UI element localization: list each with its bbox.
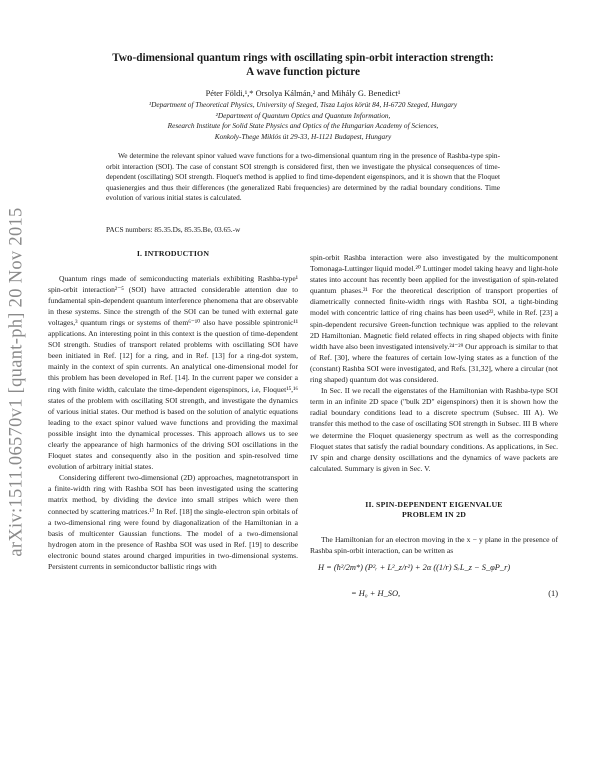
- section-2-paragraph-1: The Hamiltonian for an electron moving in the x − y plane in the presence of Rashba spin-orbit interaction, can be written as: [310, 535, 558, 556]
- intro-paragraph-1: Quantum rings made of semiconducting materials exhibiting Rashba-type¹ spin-orbit interaction²⁻⁵ (SOI) have attracted considerable attention due to fundamental spin-dependent quantum interference phenomena that are observable in these systems. Since the strength of the SOI can be tuned with external gate voltages,³ quantum rings or systems of them⁶⁻¹⁰ also have possible spintronic¹¹ applications. An interesting point in this context is the question of time-dependent SOI strength. Studies of transport related problems with oscillating SOI have been initiated in Ref. [12] for a ring, and in Ref. [13] for a ring-dot system, mainly in the context of spin currents. An analytical one-dimensional model for this problem has been developed in Ref. [14]. In the current paper we consider a ring with finite width, calculate the time-dependent eigenspinors, i.e, Floquet¹⁵,¹⁶ states of the problem with oscillating SOI strength, and investigate the dynamics of various initial states. Our method is based on the solution of analytic equations leading to the exact spinor valued wave functions and providing the maximal possible insight into the dynamical processes. This approach allows us to see clearly the appearance of high harmonics of the driving SOI oscillations in the Floquet states and consequently also in the position and spin-resolved time evolution of arbitrary initial states.: [48, 273, 298, 472]
- affiliation-1: ¹Department of Theoretical Physics, University of Szeged, Tisza Lajos körút 84, H-6720 Szeged, Hungary: [148, 100, 458, 109]
- intro-paragraph-2: Considering different two-dimensional (2D) approaches, magnetotransport in a finite-width ring with Rashba SOI has been investigated using the scattering matrix method, by dividing the device into small stripes which were then connected by scattering matrices.¹⁷ In Ref. [18] the single-electron spin orbitals of a two-dimensional ring were found by diagonalization of the Hamiltonian in a basis of multicenter Gaussian functions. The model of a two-dimensional hydrogen atom in the presence of Rashba SOI was used in Ref. [19] to describe electronic bound states around charged impurities in two-dimensional systems. Persistent currents in semiconductor ballistic rings with: [48, 473, 298, 572]
- equation-1-line-1: H = (ħ²/2m*) (P²ᵣ + L²_z/r²) + 2α ((1/r) SᵣL_z − S_φP_r): [318, 563, 511, 573]
- intro-paragraph-1-continued: spin-orbit Rashba interaction were also investigated by the multicomponent Tomonaga-Luttinger liquid model.²⁰ Luttinger model taking heavy and light-hole states into account has recently been applied for the investigation of spin-related quantum phases.²¹ For the theoretical description of transport properties of diametrically connected finite-width rings with Rashba SOI, a tight-binding model with concentric lattice of ring chains has been used²², while in Ref. [23] a spin-dependent recursive Green-function technique was applied to the relevant 2D Hamiltonian. Magnetic field related effects in ring shaped objects with finite width have also been investigated intensively.²⁴⁻²⁹ Our approach is similar to that of Ref. [30], where the features of certain low-lying states as a function of the (constant) Rashba SOI were investigated, and Refs. [31,32], where a circular (not ring shaped) quantum dot was considered.: [310, 253, 558, 385]
- section-2-heading: [310, 500, 558, 521]
- paper-title: [60, 51, 546, 79]
- intro-paragraph-3: In Sec. II we recall the eigenstates of the Hamiltonian with Rashba-type SOI term in an infinite 2D space ("bulk 2D" eigenspinors) then it is shown how the radial boundary conditions lead to a discrete spectrum (Subsec. III A). We transfer this method to the case of oscillating SOI strength in Subsec. III B where we determine the Floquet quasienergy spectrum as well as the corresponding Floquet states that satisfy the radial boundary conditions. As applications, in Sec. IV spin and charge density oscillations and the dynamics of wave packets are calculated. Summary is given in Sec. V.: [310, 386, 558, 473]
- section-2-heading-line-2: PROBLEM IN 2D: [401, 510, 467, 520]
- equation-1: [310, 556, 558, 604]
- right-column: [310, 252, 558, 604]
- authors: Péter Földi,¹,* Orsolya Kálmán,² and Mihály G. Benedict¹: [205, 89, 401, 98]
- abstract: We determine the relevant spinor valued wave functions for a two-dimensional quantum ring in the presence of Rashba-type spin-orbit interaction (SOI). The case of constant SOI strength is considered first, then we investigate the physical consequences of time-dependent (oscillating) SOI strength. Floquet's method is applied to find time-dependent eigenspinors, and it is shown that the Floquet quasienergies and thus their differences (the generalized Rabi frequencies) are determined by the radial boundary conditions. Time evolution of various initial states is calculated.: [106, 151, 500, 203]
- title-line-1: Two-dimensional quantum rings with oscillating spin-orbit interaction strength:: [112, 52, 494, 64]
- affiliation-3: Research Institute for Solid State Physics and Optics of the Hungarian Academy of Sciences,: [167, 121, 439, 131]
- affiliation-4: Konkoly-Thege Miklós út 29-33, H-1121 Budapest, Hungary: [214, 131, 392, 141]
- section-1-heading: I. INTRODUCTION: [136, 249, 210, 258]
- title-line-2: A wave function picture: [246, 66, 360, 78]
- section-2-heading-line-1: II. SPIN-DEPENDENT EIGENVALUE: [365, 499, 503, 509]
- equation-1-line-2: = H₀ + H_SO,: [351, 589, 401, 599]
- equation-1-number: (1): [548, 589, 558, 599]
- arxiv-stamp: arXiv:1511.06570v1 [quant-ph] 20 Nov 2015: [6, 207, 27, 557]
- left-column: [48, 249, 298, 572]
- affiliations: [60, 100, 546, 142]
- pacs-numbers: PACS numbers: 85.35.Ds, 85.35.Be, 03.65.-w: [106, 225, 241, 234]
- affiliation-2: ²Department of Quantum Optics and Quantum Information,: [215, 110, 391, 120]
